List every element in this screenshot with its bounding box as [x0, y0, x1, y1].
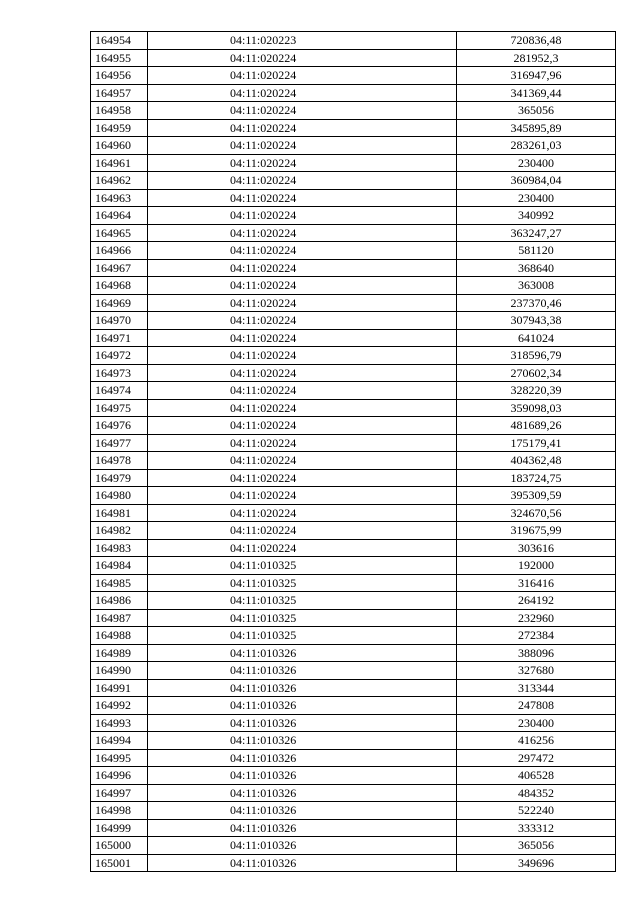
table-row	[91, 487, 616, 505]
amount-cell: 175179,41	[457, 434, 616, 452]
cadastral-code-cell: 04:11:020224	[148, 434, 457, 452]
row-number-cell: 164960	[91, 137, 148, 155]
amount-cell: 230400	[457, 189, 616, 207]
row-number-cell: 164976	[91, 417, 148, 435]
table-row	[91, 697, 616, 715]
row-number-cell: 164994	[91, 732, 148, 750]
table-row	[91, 207, 616, 225]
row-number-cell: 164980	[91, 487, 148, 505]
row-number-cell: 164998	[91, 802, 148, 820]
cadastral-code-cell: 04:11:010325	[148, 627, 457, 645]
table-row	[91, 32, 616, 50]
row-number-cell: 164963	[91, 189, 148, 207]
cadastral-code-cell: 04:11:020224	[148, 102, 457, 120]
row-number-cell: 164975	[91, 399, 148, 417]
amount-cell: 313344	[457, 679, 616, 697]
table-row	[91, 749, 616, 767]
row-number-cell: 165001	[91, 854, 148, 872]
row-number-cell: 164983	[91, 539, 148, 557]
amount-cell: 316947,96	[457, 67, 616, 85]
cadastral-code-cell: 04:11:020224	[148, 259, 457, 277]
data-table	[90, 31, 616, 872]
row-number-cell: 164978	[91, 452, 148, 470]
cadastral-code-cell: 04:11:020224	[148, 119, 457, 137]
amount-cell: 192000	[457, 557, 616, 575]
row-number-cell: 164989	[91, 644, 148, 662]
amount-cell: 363008	[457, 277, 616, 295]
table-row	[91, 434, 616, 452]
amount-cell: 388096	[457, 644, 616, 662]
cadastral-code-cell: 04:11:020224	[148, 417, 457, 435]
row-number-cell: 164961	[91, 154, 148, 172]
row-number-cell: 164956	[91, 67, 148, 85]
table-row	[91, 522, 616, 540]
cadastral-code-cell: 04:11:020224	[148, 224, 457, 242]
amount-cell: 270602,34	[457, 364, 616, 382]
row-number-cell: 164979	[91, 469, 148, 487]
cadastral-code-cell: 04:11:010326	[148, 837, 457, 855]
row-number-cell: 164991	[91, 679, 148, 697]
cadastral-code-cell: 04:11:010326	[148, 819, 457, 837]
cadastral-code-cell: 04:11:020224	[148, 522, 457, 540]
table-row	[91, 557, 616, 575]
cadastral-code-cell: 04:11:020224	[148, 277, 457, 295]
amount-cell: 324670,56	[457, 504, 616, 522]
amount-cell: 230400	[457, 154, 616, 172]
table-row	[91, 662, 616, 680]
cadastral-code-cell: 04:11:020224	[148, 487, 457, 505]
row-number-cell: 164954	[91, 32, 148, 50]
amount-cell: 303616	[457, 539, 616, 557]
cadastral-code-cell: 04:11:010326	[148, 854, 457, 872]
row-number-cell: 164990	[91, 662, 148, 680]
amount-cell: 720836,48	[457, 32, 616, 50]
amount-cell: 232960	[457, 609, 616, 627]
cadastral-code-cell: 04:11:010326	[148, 732, 457, 750]
row-number-cell: 165000	[91, 837, 148, 855]
row-number-cell: 164955	[91, 49, 148, 67]
row-number-cell: 164958	[91, 102, 148, 120]
cadastral-code-cell: 04:11:010326	[148, 784, 457, 802]
row-number-cell: 164993	[91, 714, 148, 732]
amount-cell: 416256	[457, 732, 616, 750]
table-row	[91, 102, 616, 120]
table-row	[91, 452, 616, 470]
table-row	[91, 399, 616, 417]
cadastral-code-cell: 04:11:020224	[148, 312, 457, 330]
row-number-cell: 164968	[91, 277, 148, 295]
amount-cell: 333312	[457, 819, 616, 837]
table-row	[91, 732, 616, 750]
row-number-cell: 164997	[91, 784, 148, 802]
row-number-cell: 164969	[91, 294, 148, 312]
row-number-cell: 164988	[91, 627, 148, 645]
table-row	[91, 819, 616, 837]
amount-cell: 345895,89	[457, 119, 616, 137]
amount-cell: 183724,75	[457, 469, 616, 487]
table-row	[91, 592, 616, 610]
amount-cell: 340992	[457, 207, 616, 225]
cadastral-code-cell: 04:11:020224	[148, 382, 457, 400]
cadastral-code-cell: 04:11:010325	[148, 574, 457, 592]
amount-cell: 283261,03	[457, 137, 616, 155]
cadastral-code-cell: 04:11:010326	[148, 697, 457, 715]
cadastral-code-cell: 04:11:010326	[148, 767, 457, 785]
row-number-cell: 164977	[91, 434, 148, 452]
amount-cell: 395309,59	[457, 487, 616, 505]
cadastral-code-cell: 04:11:010326	[148, 802, 457, 820]
amount-cell: 272384	[457, 627, 616, 645]
cadastral-code-cell: 04:11:020224	[148, 137, 457, 155]
table-row	[91, 294, 616, 312]
table-row	[91, 224, 616, 242]
amount-cell: 484352	[457, 784, 616, 802]
amount-cell: 481689,26	[457, 417, 616, 435]
row-number-cell: 164957	[91, 84, 148, 102]
amount-cell: 359098,03	[457, 399, 616, 417]
cadastral-code-cell: 04:11:010325	[148, 592, 457, 610]
amount-cell: 327680	[457, 662, 616, 680]
amount-cell: 328220,39	[457, 382, 616, 400]
table-row	[91, 67, 616, 85]
row-number-cell: 164984	[91, 557, 148, 575]
table-row	[91, 172, 616, 190]
cadastral-code-cell: 04:11:010325	[148, 609, 457, 627]
table-row	[91, 382, 616, 400]
cadastral-code-cell: 04:11:020224	[148, 452, 457, 470]
cadastral-code-cell: 04:11:010326	[148, 714, 457, 732]
table-row	[91, 312, 616, 330]
amount-cell: 297472	[457, 749, 616, 767]
cadastral-code-cell: 04:11:020224	[148, 399, 457, 417]
table-row	[91, 627, 616, 645]
cadastral-code-cell: 04:11:020224	[148, 67, 457, 85]
amount-cell: 341369,44	[457, 84, 616, 102]
table-row	[91, 189, 616, 207]
cadastral-code-cell: 04:11:020224	[148, 154, 457, 172]
cadastral-code-cell: 04:11:020224	[148, 347, 457, 365]
table-row	[91, 259, 616, 277]
cadastral-code-cell: 04:11:010326	[148, 679, 457, 697]
row-number-cell: 164992	[91, 697, 148, 715]
table-row	[91, 679, 616, 697]
table-row	[91, 469, 616, 487]
row-number-cell: 164999	[91, 819, 148, 837]
table-row	[91, 364, 616, 382]
amount-cell: 318596,79	[457, 347, 616, 365]
amount-cell: 307943,38	[457, 312, 616, 330]
table-row	[91, 854, 616, 872]
table-row	[91, 837, 616, 855]
amount-cell: 406528	[457, 767, 616, 785]
table-row	[91, 802, 616, 820]
amount-cell: 247808	[457, 697, 616, 715]
row-number-cell: 164995	[91, 749, 148, 767]
amount-cell: 230400	[457, 714, 616, 732]
row-number-cell: 164971	[91, 329, 148, 347]
table-row	[91, 277, 616, 295]
table-row	[91, 49, 616, 67]
table-row	[91, 137, 616, 155]
row-number-cell: 164967	[91, 259, 148, 277]
cadastral-code-cell: 04:11:020224	[148, 469, 457, 487]
cadastral-code-cell: 04:11:020224	[148, 172, 457, 190]
cadastral-code-cell: 04:11:020224	[148, 207, 457, 225]
row-number-cell: 164974	[91, 382, 148, 400]
cadastral-code-cell: 04:11:010326	[148, 644, 457, 662]
cadastral-code-cell: 04:11:020224	[148, 84, 457, 102]
row-number-cell: 164972	[91, 347, 148, 365]
table-row	[91, 84, 616, 102]
amount-cell: 641024	[457, 329, 616, 347]
cadastral-code-cell: 04:11:020224	[148, 539, 457, 557]
amount-cell: 281952,3	[457, 49, 616, 67]
table-row	[91, 119, 616, 137]
cadastral-code-cell: 04:11:020224	[148, 49, 457, 67]
row-number-cell: 164981	[91, 504, 148, 522]
table-row	[91, 767, 616, 785]
cadastral-code-cell: 04:11:020224	[148, 329, 457, 347]
amount-cell: 349696	[457, 854, 616, 872]
row-number-cell: 164996	[91, 767, 148, 785]
amount-cell: 522240	[457, 802, 616, 820]
row-number-cell: 164982	[91, 522, 148, 540]
amount-cell: 363247,27	[457, 224, 616, 242]
table-row	[91, 574, 616, 592]
cadastral-code-cell: 04:11:020223	[148, 32, 457, 50]
row-number-cell: 164962	[91, 172, 148, 190]
cadastral-code-cell: 04:11:020224	[148, 189, 457, 207]
table-row	[91, 784, 616, 802]
table-row	[91, 539, 616, 557]
table-row	[91, 609, 616, 627]
row-number-cell: 164973	[91, 364, 148, 382]
amount-cell: 316416	[457, 574, 616, 592]
cadastral-code-cell: 04:11:020224	[148, 242, 457, 260]
amount-cell: 365056	[457, 837, 616, 855]
amount-cell: 404362,48	[457, 452, 616, 470]
cadastral-code-cell: 04:11:020224	[148, 504, 457, 522]
amount-cell: 368640	[457, 259, 616, 277]
table-row	[91, 644, 616, 662]
amount-cell: 237370,46	[457, 294, 616, 312]
row-number-cell: 164964	[91, 207, 148, 225]
row-number-cell: 164965	[91, 224, 148, 242]
table-row	[91, 714, 616, 732]
amount-cell: 319675,99	[457, 522, 616, 540]
cadastral-code-cell: 04:11:010325	[148, 557, 457, 575]
row-number-cell: 164959	[91, 119, 148, 137]
table-row	[91, 504, 616, 522]
cadastral-code-cell: 04:11:010326	[148, 749, 457, 767]
row-number-cell: 164987	[91, 609, 148, 627]
table-row	[91, 347, 616, 365]
cadastral-code-cell: 04:11:010326	[148, 662, 457, 680]
table-row	[91, 242, 616, 260]
amount-cell: 264192	[457, 592, 616, 610]
cadastral-code-cell: 04:11:020224	[148, 364, 457, 382]
row-number-cell: 164985	[91, 574, 148, 592]
table-row	[91, 417, 616, 435]
row-number-cell: 164970	[91, 312, 148, 330]
row-number-cell: 164986	[91, 592, 148, 610]
amount-cell: 360984,04	[457, 172, 616, 190]
amount-cell: 581120	[457, 242, 616, 260]
amount-cell: 365056	[457, 102, 616, 120]
cadastral-code-cell: 04:11:020224	[148, 294, 457, 312]
table-body	[91, 32, 616, 872]
row-number-cell: 164966	[91, 242, 148, 260]
table-row	[91, 154, 616, 172]
table-row	[91, 329, 616, 347]
